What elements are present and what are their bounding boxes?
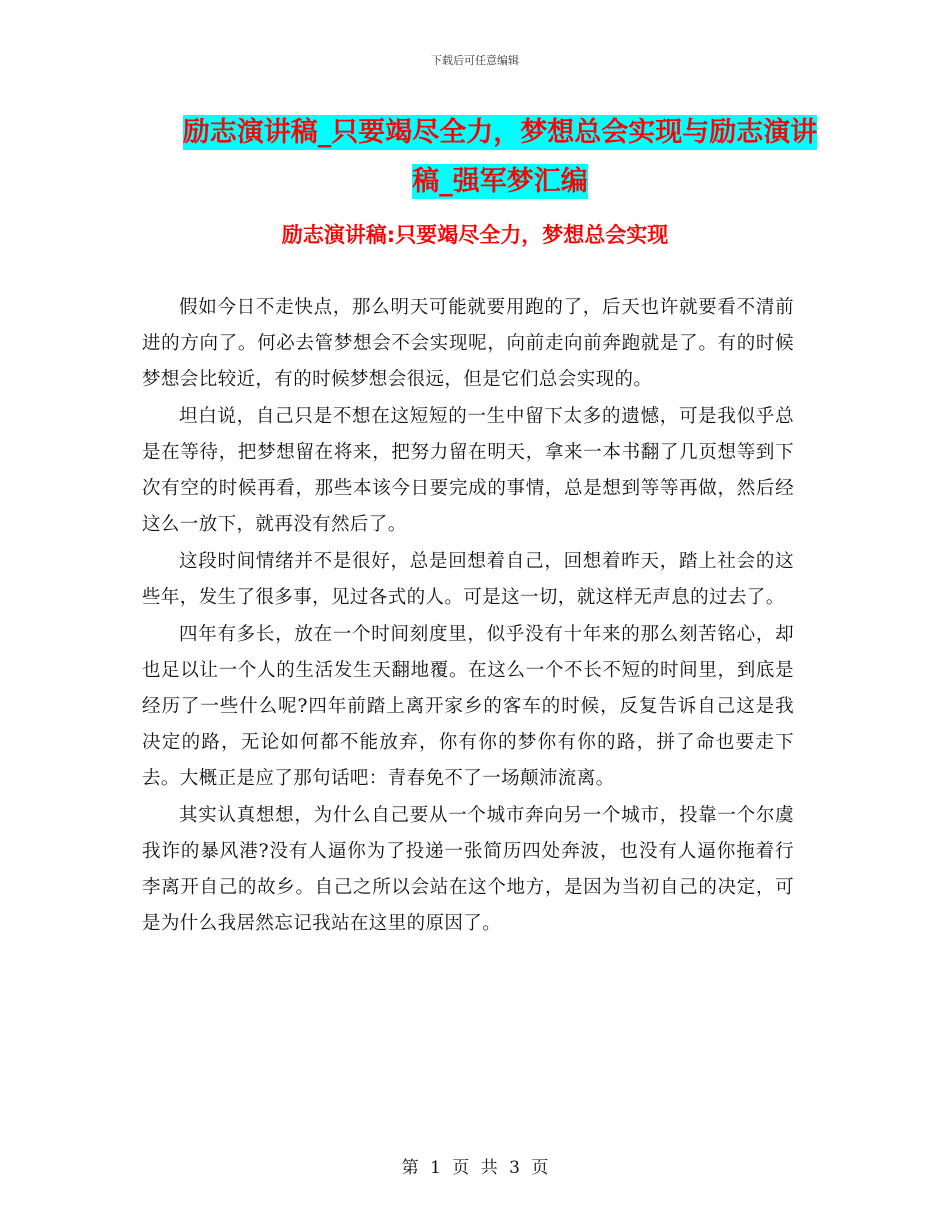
document-title-line-2: 稿_强军梦汇编 <box>412 166 588 197</box>
document-title-line-1: 励志演讲稿_只要竭尽全力，梦想总会实现与励志演讲 <box>182 117 818 148</box>
paragraph-3: 这段时间情绪并不是很好，总是回想着自己，回想着昨天，踏上社会的这些年，发生了很多事，见过各式的人。可是这一切，就这样无声息的过去了。 <box>142 551 794 608</box>
paragraph-5: 其实认真想想，为什么自己要从一个城市奔向另一个城市，投靠一个尔虞我诈的暴风港?没有人逼你为了投递一张简历四处奔波，也没有人逼你拖着行李离开自己的故乡。自己之所以会站在这个地方，是因为当初自己的决定，可是为什么我居然忘记我站在这里的原因了。 <box>142 805 794 934</box>
document-title <box>140 108 860 206</box>
article-body <box>142 290 794 943</box>
page-number-footer: 第 1 页 共 3 页 <box>401 1158 549 1178</box>
paragraph-1: 假如今日不走快点，那么明天可能就要用跑的了，后天也许就要看不清前进的方向了。何必去管梦想会不会实现呢，向前走向前奔跑就是了。有的时候梦想会比较近，有的时候梦想会很远，但是它们总会实现的。 <box>142 297 794 390</box>
paragraph-2: 坦白说，自己只是不想在这短短的一生中留下太多的遗憾，可是我似乎总是在等待，把梦想留在将来，把努力留在明天，拿来一本书翻了几页想等到下次有空的时候再看，那些本该今日要完成的事情，总是想到等等再做，然后经这么一放下，就再没有然后了。 <box>142 406 794 535</box>
section-title: 励志演讲稿:只要竭尽全力，梦想总会实现 <box>281 223 669 247</box>
header-note: 下载后可任意编辑 <box>431 54 519 67</box>
paragraph-4: 四年有多长，放在一个时间刻度里，似乎没有十年来的那么刻苦铭心，却也足以让一个人的生活发生天翻地覆。在这么一个不长不短的时间里，到底是经历了一些什么呢?四年前踏上离开家乡的客车的时候，反复告诉自己这是我决定的路，无论如何都不能放弃，你有你的梦你有你的路，拼了命也要走下去。大概正是应了那句话吧：青春免不了一场颠沛流离。 <box>142 624 794 789</box>
